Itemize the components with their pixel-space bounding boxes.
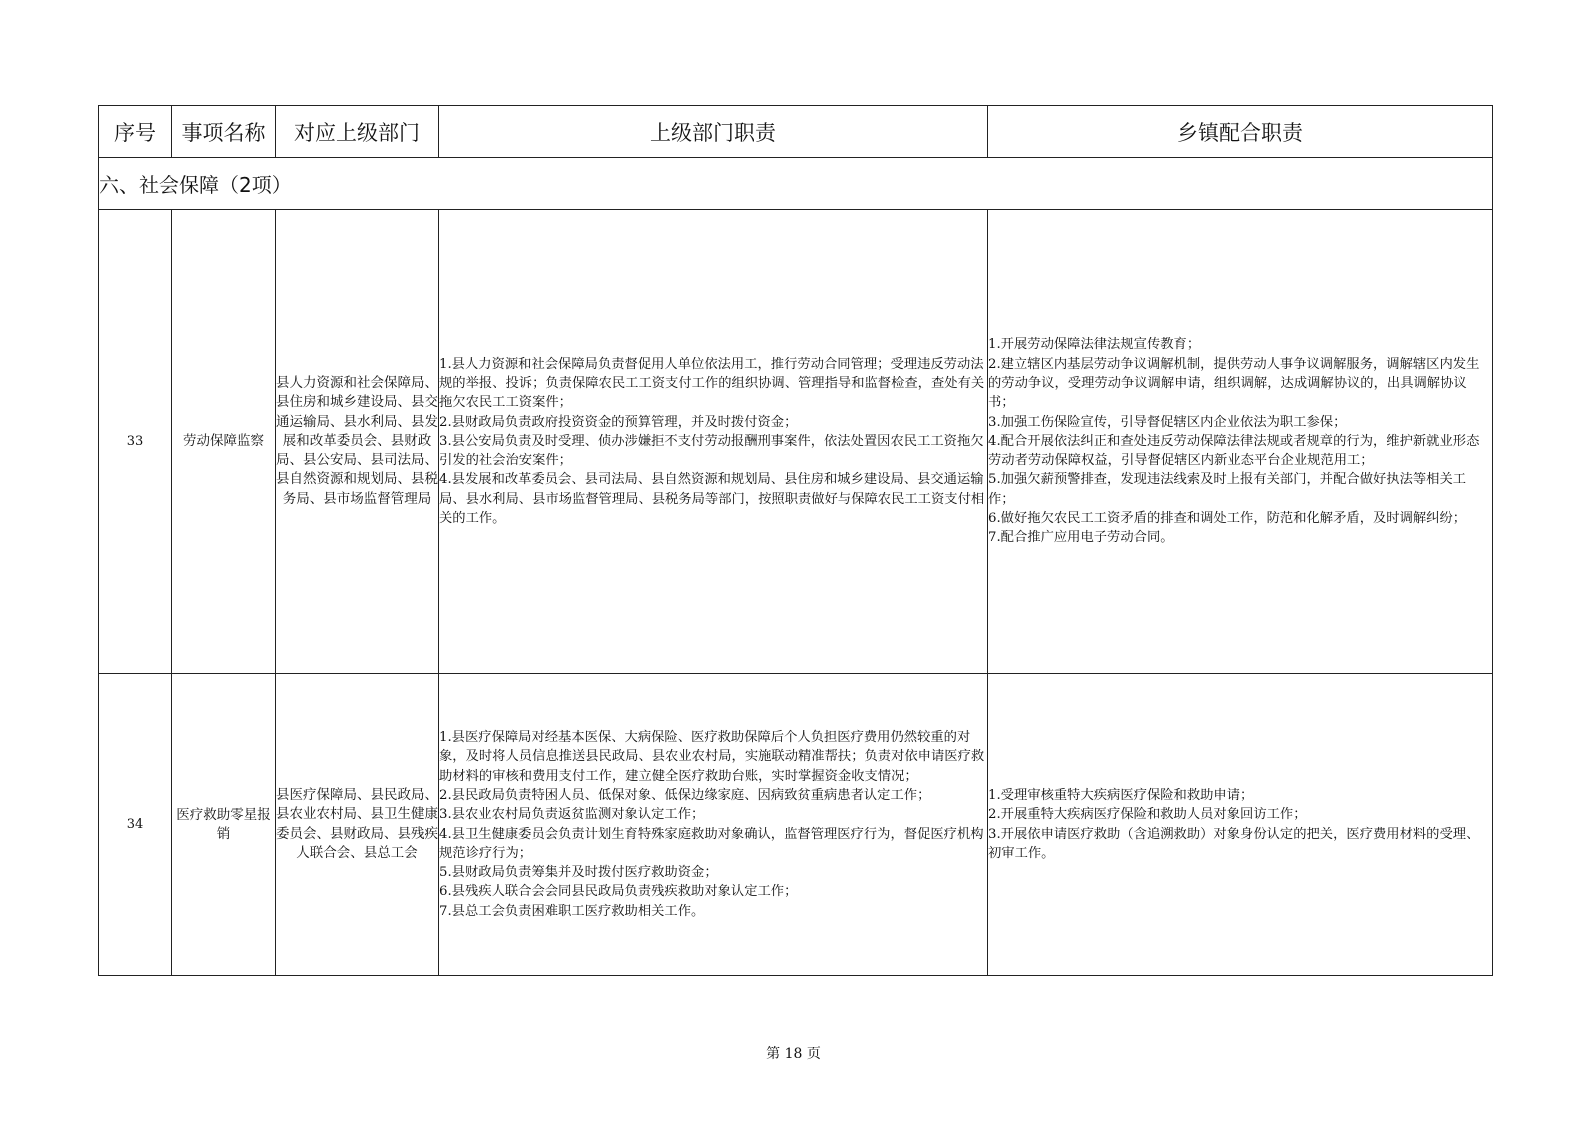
upper-duty-cell xyxy=(439,674,988,976)
duty-line: 5.加强欠薪预警排查，发现违法线索及时上报有关部门，并配合做好执法等相关工作； xyxy=(988,472,1467,507)
row-number: 33 xyxy=(99,210,172,674)
town-duty-cell xyxy=(988,210,1493,674)
duty-line: 4.县发展和改革委员会、县司法局、县自然资源和规划局、县住房和城乡建设局、县交通运输局、县水利局、县市场监督管理局、县税务局等部门，按照职责做好与保障农民工工资支付相关的工作。 xyxy=(439,472,985,527)
town-duty-cell xyxy=(988,674,1493,976)
table-row xyxy=(99,210,1493,674)
upper-dept: 县医疗保障局、县民政局、县农业农村局、县卫生健康委员会、县财政局、县残疾人联合会、县总工会 xyxy=(276,674,439,976)
duty-line: 6.县残疾人联合会会同县民政局负责残疾救助对象认定工作； xyxy=(439,884,798,900)
duty-line: 4.县卫生健康委员会负责计划生育特殊家庭救助对象确认，监督管理医疗行为，督促医疗机构规范诊疗行为； xyxy=(439,826,984,861)
header-upper-duty: 上级部门职责 xyxy=(439,106,988,158)
duty-line: 3.开展依申请医疗救助（含追溯救助）对象身份认定的把关，医疗费用材料的受理、初审工作。 xyxy=(988,826,1480,861)
header-town-duty: 乡镇配合职责 xyxy=(988,106,1493,158)
duty-line: 1.县人力资源和社会保障局负责督促用人单位依法用工，推行劳动合同管理；受理违反劳动法规的举报、投诉；负责保障农民工工资支付工作的组织协调、管理指导和监督检查，查处有关拖欠农民工工资案件； xyxy=(439,356,985,411)
duty-line: 1.受理审核重特大疾病医疗保险和救助申请； xyxy=(988,787,1254,803)
section-row xyxy=(99,158,1493,210)
duty-line: 1.县医疗保障局对经基本医保、大病保险、医疗救助保障后个人负担医疗费用仍然较重的对象，及时将人员信息推送县民政局、县农业农村局，实施联动精准帮扶；负责对依申请医疗救助材料的审核和费用支付工作，建立健全医疗救助台账，实时掌握资金收支情况； xyxy=(439,730,985,784)
duty-line: 3.县公安局负责及时受理、侦办涉嫌拒不支付劳动报酬刑事案件，依法处置因农民工工资拖欠引发的社会治安案件； xyxy=(439,433,984,469)
item-name: 劳动保障监察 xyxy=(172,210,276,674)
upper-duty-cell xyxy=(439,210,988,674)
duty-line: 2.县财政局负责政府投资资金的预算管理，并及时拨付资金； xyxy=(439,414,798,430)
section-title: 六、社会保障（2项） xyxy=(99,158,1493,210)
duty-line: 3.加强工伤保险宣传，引导督促辖区内企业依法为职工参保； xyxy=(988,414,1347,430)
duty-line: 2.开展重特大疾病医疗保险和救助人员对象回访工作； xyxy=(988,807,1307,823)
duty-line: 6.做好拖欠农民工工资矛盾的排查和调处工作，防范和化解矛盾，及时调解纠纷； xyxy=(988,511,1467,527)
upper-dept: 县人力资源和社会保障局、县住房和城乡建设局、县交通运输局、县水利局、县发展和改革委员会、县财政局、县公安局、县司法局、县自然资源和规划局、县税务局、县市场监督管理局 xyxy=(276,210,439,674)
header-row xyxy=(99,106,1493,158)
header-upper-dept: 对应上级部门 xyxy=(276,106,439,158)
duty-line: 5.县财政局负责筹集并及时拨付医疗救助资金； xyxy=(439,865,718,881)
header-seq: 序号 xyxy=(99,106,172,158)
duty-line: 2.县民政局负责特困人员、低保对象、低保边缘家庭、因病致贫重病患者认定工作； xyxy=(439,787,931,803)
header-item-name: 事项名称 xyxy=(172,106,276,158)
item-name: 医疗救助零星报销 xyxy=(172,674,276,976)
page-number: 第 18 页 xyxy=(766,1046,821,1062)
duty-line: 7.配合推广应用电子劳动合同。 xyxy=(988,530,1174,546)
row-number: 34 xyxy=(99,674,172,976)
responsibility-table xyxy=(98,105,1493,976)
duty-line: 1.开展劳动保障法律法规宣传教育； xyxy=(988,337,1201,353)
duty-line: 2.建立辖区内基层劳动争议调解机制，提供劳动人事争议调解服务，调解辖区内发生的劳动争议，受理劳动争议调解申请，组织调解，达成调解协议的，出具调解协议书； xyxy=(988,356,1480,411)
duty-line: 3.县农业农村局负责返贫监测对象认定工作； xyxy=(439,807,705,823)
duty-line: 4.配合开展依法纠正和查处违反劳动保障法律法规或者规章的行为，维护新就业形态劳动者劳动保障权益，引导督促辖区内新业态平台企业规范用工； xyxy=(988,433,1480,469)
table-row xyxy=(99,674,1493,976)
duty-line: 7.县总工会负责困难职工医疗救助相关工作。 xyxy=(439,903,705,919)
